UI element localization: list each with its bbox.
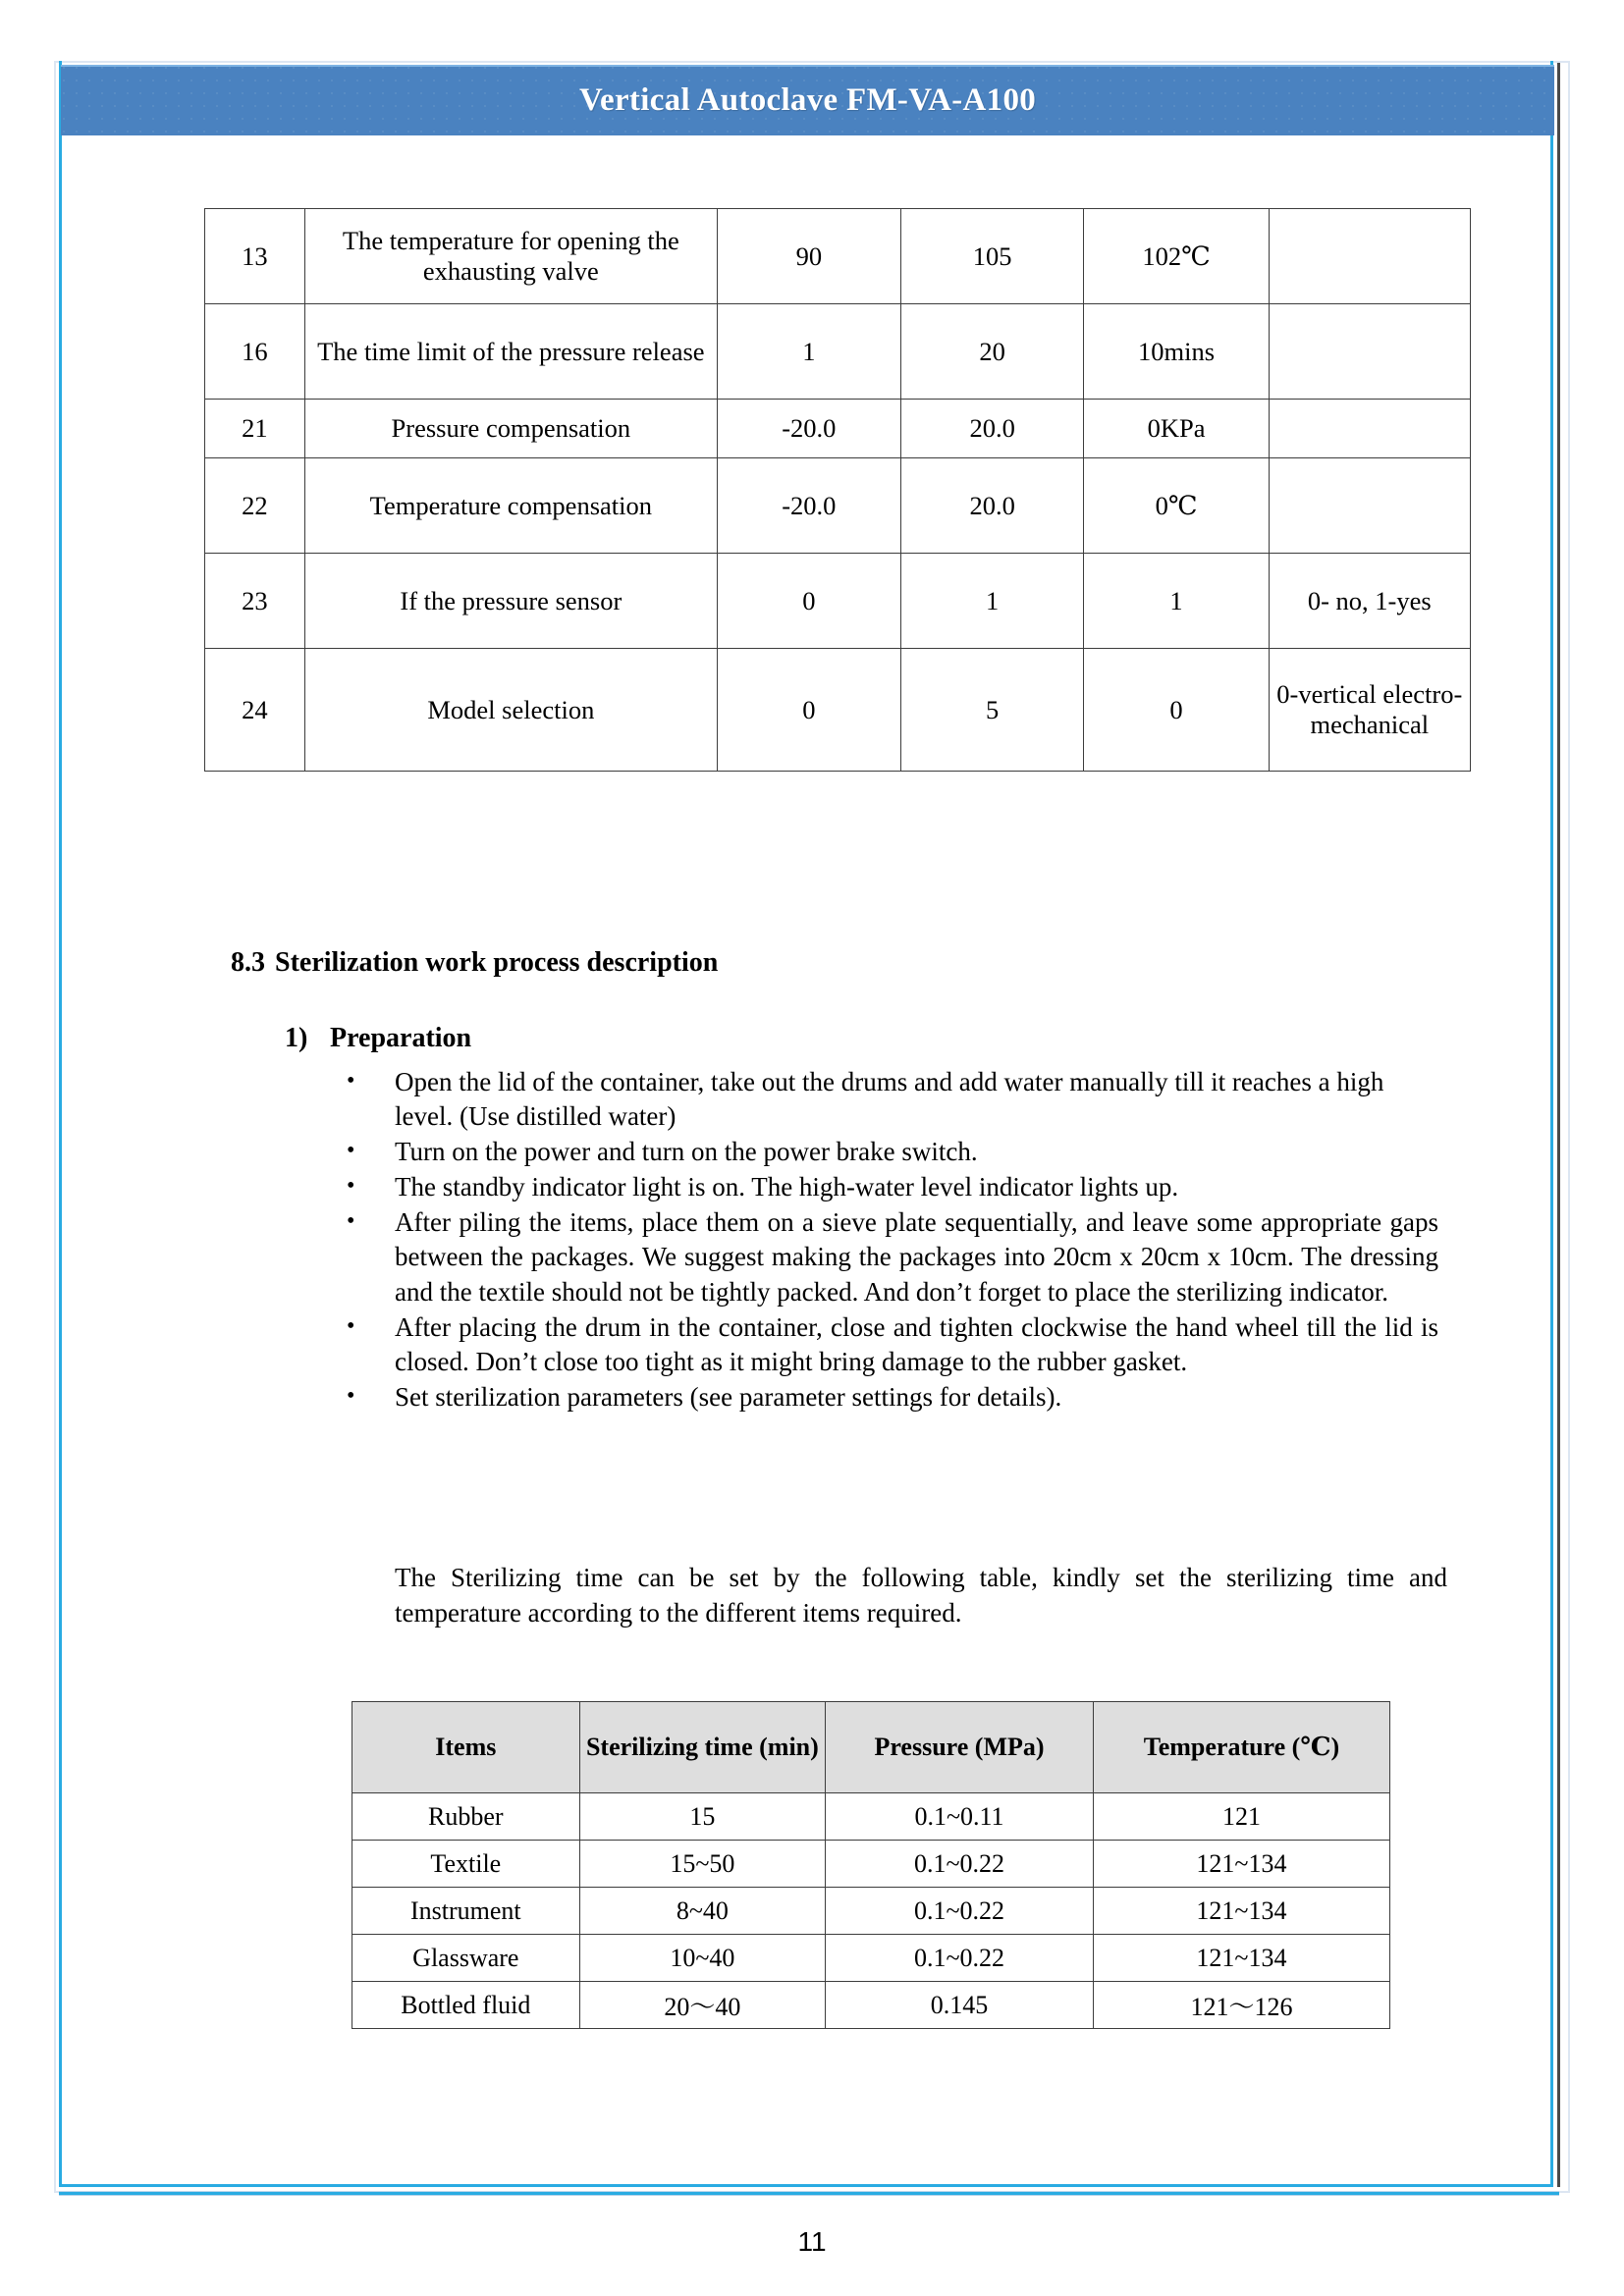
param-default: 0KPa xyxy=(1084,400,1269,458)
cell-temperature: 121 xyxy=(1093,1793,1389,1841)
page-header-banner xyxy=(61,65,1554,135)
list-item-text: The standby indicator light is on. The high-water level indicator lights up. xyxy=(395,1172,1179,1202)
cell-pressure: 0.1~0.22 xyxy=(826,1935,1094,1982)
param-no: 24 xyxy=(205,649,305,772)
cell-temperature: 121~134 xyxy=(1093,1841,1389,1888)
param-max: 20.0 xyxy=(900,458,1084,554)
column-header-temperature: Temperature (℃) xyxy=(1093,1702,1389,1793)
param-default: 102℃ xyxy=(1084,209,1269,304)
param-no: 16 xyxy=(205,304,305,400)
param-desc: If the pressure sensor xyxy=(304,554,717,649)
list-item xyxy=(339,1135,1438,1169)
cell-time: 20～40 xyxy=(579,1982,825,2029)
cell-item: Rubber xyxy=(352,1793,580,1841)
footer-divider xyxy=(59,2191,1559,2196)
page-title: Vertical Autoclave FM-VA-A100 xyxy=(578,81,1037,118)
table-row xyxy=(352,1935,1390,1982)
param-max: 20 xyxy=(900,304,1084,400)
table-row xyxy=(352,1793,1390,1841)
param-default: 0 xyxy=(1084,649,1269,772)
list-item-text: After placing the drum in the container, close and tighten clockwise the hand wheel till the lid is closed. Don’t close too tight as it might bring damage to the rubber gasket. xyxy=(395,1311,1438,1376)
list-item-text: After piling the items, place them on a sieve plate sequentially, and leave some appropriate gaps between the packages. We suggest making the packages into 20cm x 20cm x 10cm. The dressing and the textile should not be tightly packed. And don’t forget to place the sterilizing indicator. xyxy=(395,1207,1438,1307)
param-min: 0 xyxy=(717,554,900,649)
param-desc: Model selection xyxy=(304,649,717,772)
section-number: 8.3 xyxy=(231,947,265,978)
cell-time: 15 xyxy=(579,1793,825,1841)
param-min: -20.0 xyxy=(717,458,900,554)
param-no: 22 xyxy=(205,458,305,554)
param-no: 21 xyxy=(205,400,305,458)
cell-pressure: 0.1~0.22 xyxy=(826,1841,1094,1888)
table-row xyxy=(205,458,1471,554)
param-desc: The temperature for opening the exhausting valve xyxy=(304,209,717,304)
list-item-heading-preparation xyxy=(285,1023,471,1054)
bullet-icon: • xyxy=(347,1312,355,1339)
bullet-icon: • xyxy=(347,1068,355,1094)
bullet-icon: • xyxy=(347,1173,355,1200)
cell-time: 8~40 xyxy=(579,1888,825,1935)
cell-temperature: 121～126 xyxy=(1093,1982,1389,2029)
table-row xyxy=(352,1841,1390,1888)
param-note: 0- no, 1-yes xyxy=(1269,554,1470,649)
param-note xyxy=(1269,209,1470,304)
cell-item: Glassware xyxy=(352,1935,580,1982)
page-right-edge-line xyxy=(1557,63,1560,2187)
list-item-text: Open the lid of the container, take out the drums and add water manually till it reaches a high level. (Use distilled water) xyxy=(395,1067,1384,1132)
parameter-settings-table xyxy=(204,208,1471,772)
column-header-time: Sterilizing time (min) xyxy=(579,1702,825,1793)
param-min: 0 xyxy=(717,649,900,772)
table-row xyxy=(205,304,1471,400)
table-row xyxy=(205,554,1471,649)
param-min: -20.0 xyxy=(717,400,900,458)
cell-temperature: 121~134 xyxy=(1093,1888,1389,1935)
param-note: 0-vertical electro-mechanical xyxy=(1269,649,1470,772)
list-item xyxy=(339,1205,1438,1308)
table-row xyxy=(205,649,1471,772)
list-item xyxy=(339,1170,1438,1204)
param-desc: Temperature compensation xyxy=(304,458,717,554)
param-max: 20.0 xyxy=(900,400,1084,458)
param-default: 0℃ xyxy=(1084,458,1269,554)
param-max: 105 xyxy=(900,209,1084,304)
cell-temperature: 121~134 xyxy=(1093,1935,1389,1982)
list-item xyxy=(339,1380,1438,1415)
cell-pressure: 0.145 xyxy=(826,1982,1094,2029)
column-header-pressure: Pressure (MPa) xyxy=(826,1702,1094,1793)
table-header-row xyxy=(352,1702,1390,1793)
param-max: 1 xyxy=(900,554,1084,649)
page-number: 11 xyxy=(797,2226,827,2257)
param-max: 5 xyxy=(900,649,1084,772)
cell-item: Instrument xyxy=(352,1888,580,1935)
param-desc: Pressure compensation xyxy=(304,400,717,458)
preparation-bullet-list xyxy=(339,1065,1438,1415)
sterilizing-parameters-table xyxy=(352,1701,1390,2029)
list-item xyxy=(339,1065,1438,1134)
table-row xyxy=(205,400,1471,458)
table-row xyxy=(352,1888,1390,1935)
list-item-number: 1) xyxy=(285,1023,308,1053)
param-min: 90 xyxy=(717,209,900,304)
list-item xyxy=(339,1310,1438,1379)
param-desc: The time limit of the pressure release xyxy=(304,304,717,400)
column-header-items: Items xyxy=(352,1702,580,1793)
bullet-icon: • xyxy=(347,1138,355,1164)
cell-pressure: 0.1~0.22 xyxy=(826,1888,1094,1935)
param-default: 10mins xyxy=(1084,304,1269,400)
param-min: 1 xyxy=(717,304,900,400)
list-item-text: Set sterilization parameters (see parameter settings for details). xyxy=(395,1381,1062,1412)
cell-time: 10~40 xyxy=(579,1935,825,1982)
section-title: Sterilization work process description xyxy=(275,947,719,978)
cell-item: Bottled fluid xyxy=(352,1982,580,2029)
param-default: 1 xyxy=(1084,554,1269,649)
list-item-text: Turn on the power and turn on the power brake switch. xyxy=(395,1137,978,1167)
param-no: 23 xyxy=(205,554,305,649)
list-item-title: Preparation xyxy=(330,1023,472,1053)
table-row xyxy=(205,209,1471,304)
cell-item: Textile xyxy=(352,1841,580,1888)
section-heading xyxy=(231,947,718,979)
sterilizing-table-intro-paragraph: The Sterilizing time can be set by the following table, kindly set the sterilizing time and temperature according to the different items required. xyxy=(395,1563,1447,1628)
cell-pressure: 0.1~0.11 xyxy=(826,1793,1094,1841)
param-no: 13 xyxy=(205,209,305,304)
param-note xyxy=(1269,304,1470,400)
bullet-icon: • xyxy=(347,1382,355,1409)
param-note xyxy=(1269,458,1470,554)
param-note xyxy=(1269,400,1470,458)
table-row xyxy=(352,1982,1390,2029)
bullet-icon: • xyxy=(347,1208,355,1235)
cell-time: 15~50 xyxy=(579,1841,825,1888)
